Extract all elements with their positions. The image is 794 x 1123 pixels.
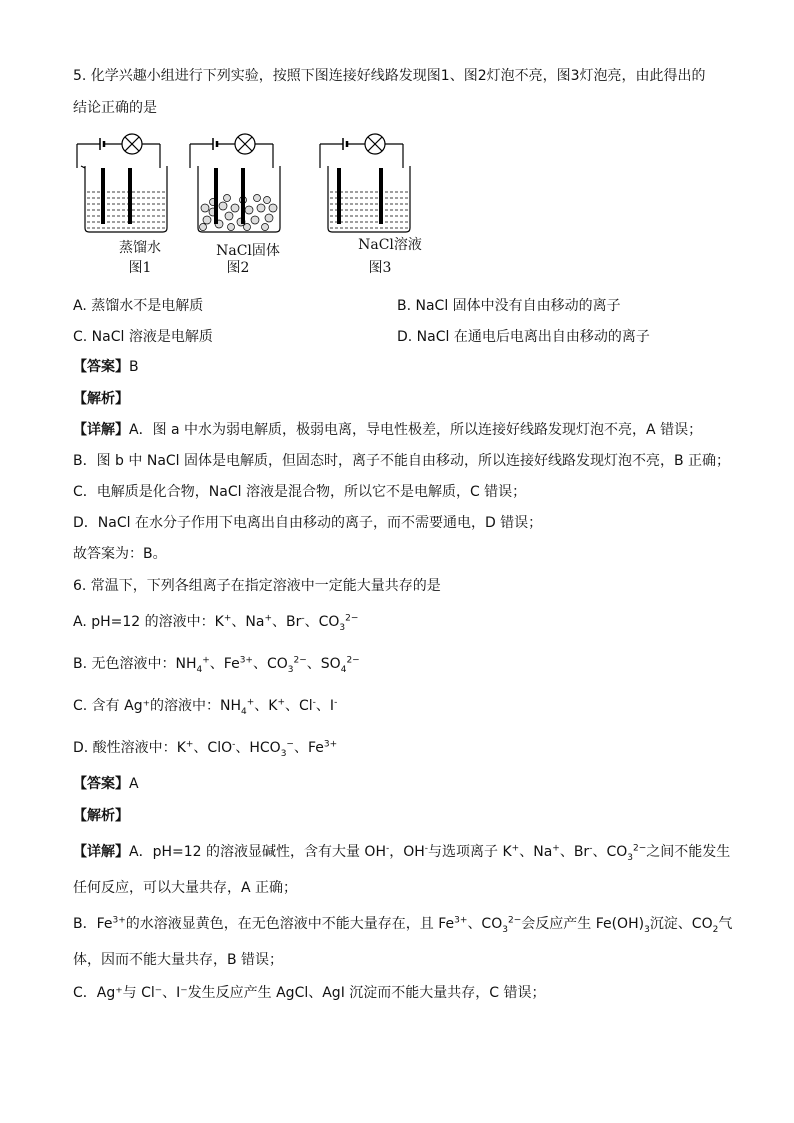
q6-option-a: A. pH=12 的溶液中：K+、Na+、Br-、$CO_3^{2-}$ [73, 613, 359, 633]
q5-option-a: A. 蒸馏水不是电解质 [73, 298, 204, 314]
q5-detail-tag: 【详解】 [73, 422, 129, 438]
q6-option-c: C. 含有 Ag⁺的溶液中：$NH_4^+$、K+、Cl-、I- [73, 697, 338, 717]
q5-stem-line1: 5. 化学兴趣小组进行下列实验，按照下图连接好线路发现图1、图2灯泡不亮，图3灯泡亮，由此得出的 [73, 68, 706, 84]
q5-detail-line3: C．电解质是化合物，NaCl 溶液是混合物，所以它不是电解质，C 错误； [73, 484, 527, 500]
q5-analysis-tag: 【解析】 [73, 391, 129, 407]
q5-option-b: B. NaCl 固体中没有自由移动的离子 [397, 298, 621, 314]
q5-detail-a: A．图 a 中水为弱电解质，极弱电离，导电性极差，所以连接好线路发现灯泡不亮，A 错误； [129, 422, 703, 438]
q5-figures [70, 130, 430, 280]
q6-detail-a-tail: 之间不能发生 [646, 844, 731, 860]
q5-detail-line1 [73, 420, 702, 440]
figure-2-label: NaCl固体 [216, 243, 280, 259]
q5-conclusion: 故答案为：B。 [73, 546, 167, 562]
figure-1-caption: 图1 [128, 260, 152, 276]
q5-answer [73, 357, 139, 377]
q6-detail-tag: 【详解】 [73, 844, 129, 860]
figure-3-label: NaCl溶液 [358, 237, 422, 253]
q6-answer-tag: 【答案】 [73, 776, 129, 792]
q6-option-d-prefix: D. 酸性溶液中： [73, 740, 177, 756]
figure-1-label: 蒸馏水 [119, 240, 161, 256]
figure-2-caption: 图2 [226, 260, 250, 276]
q6-analysis-tag: 【解析】 [73, 808, 129, 824]
q6-stem: 6. 常温下，下列各组离子在指定溶液中一定能大量共存的是 [73, 578, 441, 594]
q6-option-a-prefix: A. pH=12 的溶液中： [73, 614, 215, 630]
q6-option-b: B. 无色溶液中：$NH_4^+$、$Fe^{3+}$、$CO_3^{2-}$、$SO_4^{2-}$ [73, 655, 360, 675]
q6-answer-value: A [129, 776, 139, 792]
q5-answer-tag: 【答案】 [73, 359, 129, 375]
q6-detail-line5: C．Ag⁺与 Cl⁻、I⁻发生反应产生 AgCl、AgI 沉淀而不能大量共存，C 错误； [73, 985, 546, 1001]
q6-option-c-prefix: C. 含有 Ag⁺的溶液中： [73, 698, 220, 714]
q6-detail-line3: B．$Fe^{3+}$的水溶液显黄色，在无色溶液中不能大量存在，且 $Fe^{3+}$、$CO_3^{2-}$会反应产生 $Fe(OH)_3$沉淀、$CO_2$气 [73, 915, 733, 935]
q6-detail-line1: 【详解】A．pH=12 的溶液显碱性，含有大量 OH-，OH-与选项离子 K+、Na+、Br-、$CO_3^{2-}$之间不能发生 [73, 843, 731, 863]
q5-detail-line2: B．图 b 中 NaCl 固体是电解质，但固态时，离子不能自由移动，所以连接好线路发现灯泡不亮，B 正确； [73, 453, 731, 469]
q6-option-b-prefix: B. 无色溶液中： [73, 656, 176, 672]
figure-1-distilled-water [70, 130, 180, 240]
q5-detail-line4: D．NaCl 在水分子作用下电离出自由移动的离子，而不需要通电，D 错误； [73, 515, 543, 531]
q6-answer [73, 774, 139, 794]
q5-option-d: D. NaCl 在通电后电离出自由移动的离子 [397, 329, 650, 345]
figure-3-caption: 图3 [368, 260, 392, 276]
figure-2-nacl-solid [183, 130, 293, 240]
q6-detail-line2: 任何反应，可以大量共存，A 正确； [73, 880, 298, 896]
q6-option-d: D. 酸性溶液中：K+、ClO-、$HCO_3^-$、$Fe^{3+}$ [73, 739, 338, 759]
q6-detail-line4: 体，因而不能大量共存，B 错误； [73, 952, 284, 968]
figure-3-nacl-solution [313, 130, 423, 240]
q5-answer-value: B [129, 359, 139, 375]
q5-stem-line2: 结论正确的是 [73, 100, 157, 116]
q5-option-c: C. NaCl 溶液是电解质 [73, 329, 213, 345]
